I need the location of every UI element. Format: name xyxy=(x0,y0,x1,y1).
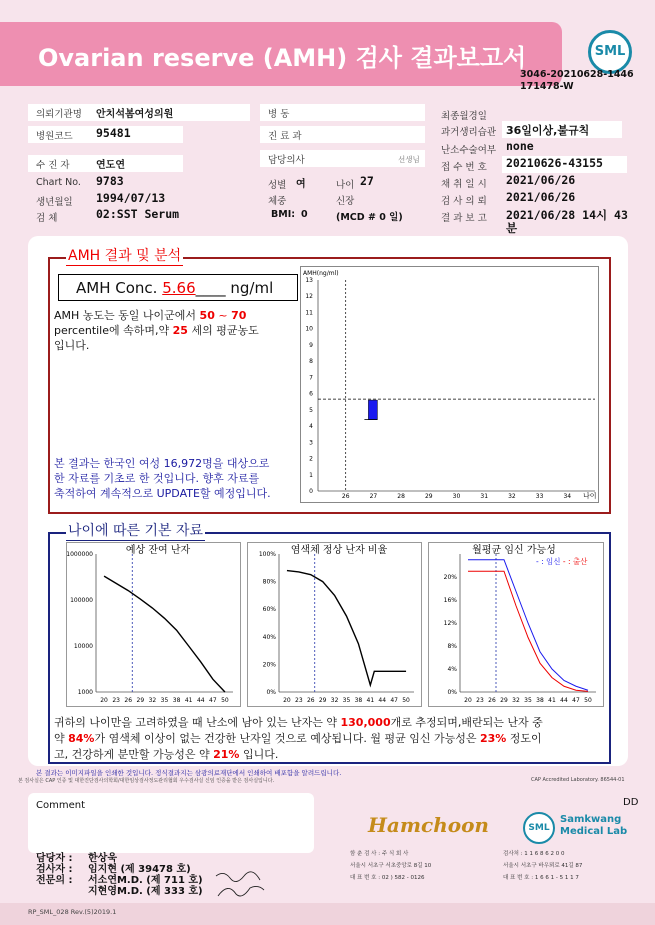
signature-block xyxy=(36,853,203,897)
pregnancy-pct: 23% xyxy=(479,732,507,745)
report-date-value-2: 분 xyxy=(506,221,518,235)
amh-conc-value: 5.66 xyxy=(162,279,196,297)
normal-x-tick-label: 23 xyxy=(295,697,303,704)
samkwang-name: Samkwang Medical Lab xyxy=(560,814,628,837)
normal-x-tick-label: 41 xyxy=(366,697,375,704)
mcd-value: (MCD # 0 일) xyxy=(336,212,403,223)
ward-label: 병 동 xyxy=(268,109,290,120)
last-period-label: 최종월경일 xyxy=(441,111,487,122)
request-label: 검 사 의 뢰 xyxy=(441,196,487,207)
amh-description: AMH 농도는 동일 나이군에서 50 ~ 70 percentile에 속하며,약 25 세의 평균농도 입니다. xyxy=(54,309,259,352)
receipt-value: 20210626-43155 xyxy=(506,156,603,170)
preg-x-tick-label: 50 xyxy=(584,697,592,704)
age-summary: 귀하의 나이만을 고려하였을 때 난소에 남아 있는 난자는 약 130,000개로 추정되며,배란되는 난자 중 약 84%가 염색체 이상이 없는 건강한 난자일 것으로 예상됩니다. 월 평균 임신 가능성은 23% 정도이 고, 건강하게 분만할 가능성은 약 21% 입니다. xyxy=(54,716,543,761)
normal-eggs-pct: 84% xyxy=(68,732,95,745)
percentile-low: 50 xyxy=(199,309,215,322)
pregnancy-chart-title: 월평균 임신 가능성 xyxy=(472,545,556,556)
amh-y-tick-label: 6 xyxy=(309,390,313,398)
examiner-row: 검사자 : 임지현 (제 39478 호) xyxy=(36,864,191,875)
dob-value: 1994/07/13 xyxy=(96,191,166,205)
recipient-label: 수 진 자 xyxy=(36,160,70,171)
dept-label: 진 료 과 xyxy=(268,131,302,142)
amh-y-tick-label: 0 xyxy=(309,488,313,495)
report-date-value: 2021/06/28 14시 43 xyxy=(506,208,628,222)
amh-y-tick-label: 1 xyxy=(309,471,313,479)
eggs-x-tick-label: 35 xyxy=(160,697,169,704)
amh-y-tick-label: 3 xyxy=(309,439,313,447)
eggs-chart-title: 예상 잔여 난자 xyxy=(125,545,191,556)
eggs-y-tick-label: 1000000 xyxy=(66,551,93,558)
doctor-suffix: 선생님 xyxy=(398,155,420,164)
signature-scribble-icon xyxy=(212,866,270,902)
amh-chart-border xyxy=(301,267,599,503)
percentile-high: 70 xyxy=(231,309,247,322)
preg-y-tick-label: 0% xyxy=(447,689,457,696)
collect-label: 채 취 일 시 xyxy=(441,179,487,190)
normal-y-tick-label: 80% xyxy=(262,578,276,586)
amh-y-tick-label: 12 xyxy=(305,293,313,301)
sex-label: 성별 xyxy=(268,180,287,191)
preg-x-tick-label: 44 xyxy=(560,697,568,704)
amh-x-tick-label: 31 xyxy=(480,493,489,500)
amh-y-tick-label: 8 xyxy=(309,358,313,366)
specimen-value: 02:SST Serum xyxy=(96,207,180,221)
amh-x-tick-label: 30 xyxy=(452,493,461,500)
normal-y-tick-label: 20% xyxy=(262,661,276,669)
hospital-code-value: 95481 xyxy=(96,126,131,140)
chart-no-value: 9783 xyxy=(96,174,124,188)
eggs-y-tick-label: 100000 xyxy=(70,597,93,604)
amh-note: 본 결과는 한국인 여성 16,972명을 대상으로 한 자료를 기초로 한 것입니다. 향후 자료를 축적하여 계속적으로 UPDATE할 예정입니다. xyxy=(54,457,271,500)
amh-x-tick-label: 28 xyxy=(397,493,405,500)
sex-value: 여 xyxy=(296,179,306,190)
amh-percentile-bar xyxy=(368,400,377,419)
age-value: 27 xyxy=(360,174,374,188)
normal-x-tick-label: 38 xyxy=(354,697,363,704)
amh-y-tick-label: 13 xyxy=(305,277,313,284)
eggs-x-tick-label: 47 xyxy=(209,697,217,704)
doctor-label: 담당의사 xyxy=(268,155,305,166)
specialist-row-2: 지현영M.D. (제 333 호) xyxy=(88,886,203,897)
preg-x-tick-label: 38 xyxy=(536,697,544,704)
report-title: Ovarian reserve (AMH) 검사 결과보고서 xyxy=(38,44,527,72)
bmi-label: BMI: xyxy=(271,209,296,220)
normal-x-tick-label: 20 xyxy=(283,697,291,704)
preg-y-tick-label: 20% xyxy=(443,574,457,581)
normal-x-tick-label: 32 xyxy=(330,697,339,704)
amh-x-tick-label: 32 xyxy=(508,493,516,500)
fine-print-2: 본 검사실은 CAP 인증 및 대한진단검사의학회/대한임상검사정도관리협회 우수검사실 신임 인증을 받은 검사실입니다. xyxy=(18,778,275,784)
surgery-label: 난소수술여부 xyxy=(441,145,497,156)
normal-eggs-chart-title: 염색체 정상 난자 비율 xyxy=(290,545,388,556)
preg-x-tick-label: 35 xyxy=(524,697,532,704)
normal-eggs-chart xyxy=(247,542,422,707)
age-section-title: 나이에 따른 기본 자료 xyxy=(66,520,205,541)
form-number: RP_SML_028 Rev.(5)2019.1 xyxy=(28,908,117,916)
dob-label: 생년월일 xyxy=(36,197,73,208)
amh-y-tick-label: 9 xyxy=(309,341,313,349)
eggs-x-tick-label: 41 xyxy=(184,697,193,704)
eggs-x-tick-label: 50 xyxy=(221,697,229,704)
eggs-x-tick-label: 20 xyxy=(100,697,108,704)
amh-y-tick-label: 4 xyxy=(309,423,313,431)
hamchoon-info: 함 춘 검 사 : 주 식 회 사 서울시 서초구 서초중앙로 8길 10 대 표 번 호 : 02 ) 582 - 0126 xyxy=(350,851,432,881)
person-row: 담당자 : 한상욱 xyxy=(36,853,117,864)
preg-x-tick-label: 23 xyxy=(476,697,484,704)
specialist-row: 전문의 : 서소연M.D. (제 711 호) xyxy=(36,875,203,886)
normal-x-tick-label: 26 xyxy=(306,697,315,704)
age-label: 나이 xyxy=(336,180,355,191)
request-value: 2021/06/26 xyxy=(506,190,576,204)
eggs-x-tick-label: 29 xyxy=(136,697,145,704)
eggs-y-tick-label: 10000 xyxy=(73,643,93,650)
amh-y-tick-label: 5 xyxy=(309,406,313,414)
preg-x-tick-label: 32 xyxy=(512,697,520,704)
amh-y-tick-label: 7 xyxy=(309,374,313,382)
pregnancy-legend: - : 임신 - : 출산 xyxy=(536,557,588,566)
specimen-label: 검 체 xyxy=(36,213,58,224)
eggs-x-tick-label: 26 xyxy=(124,697,133,704)
sml-logo-icon: SML xyxy=(588,30,632,74)
preg-y-tick-label: 4% xyxy=(447,666,457,673)
normal-y-tick-label: 0% xyxy=(266,689,276,696)
fine-print-1: 본 결과는 이미지파일을 인쇄한 것입니다. 정식결과지는 삼광의료재단에서 인쇄하여 배포함을 알려드립니다. xyxy=(36,769,342,777)
normal-x-tick-label: 35 xyxy=(342,697,351,704)
normal-x-tick-label: 44 xyxy=(378,697,387,704)
report-id: 3046-20210628-1446 171478-W xyxy=(520,69,634,92)
normal-x-tick-label: 47 xyxy=(390,697,398,704)
comment-label: Comment xyxy=(36,800,85,811)
weight-label: 체중 xyxy=(268,196,287,207)
preg-x-tick-label: 47 xyxy=(572,697,580,704)
birth-pct: 21% xyxy=(213,748,240,761)
eggs-y-tick-label: 1000 xyxy=(77,689,93,696)
amh-x-tick-label: 34 xyxy=(563,493,572,500)
height-label: 신장 xyxy=(336,196,355,207)
amh-chart xyxy=(300,266,600,504)
eggs-x-tick-label: 23 xyxy=(112,697,120,704)
amh-x-tick-label: 27 xyxy=(369,493,378,500)
hospital-code-label: 병원코드 xyxy=(36,131,73,142)
normal-x-tick-label: 29 xyxy=(318,697,327,704)
eggs-estimate: 130,000 xyxy=(340,716,391,729)
equivalent-age: 25 xyxy=(172,324,188,337)
amh-chart-xlabel: 나이 xyxy=(583,492,597,500)
preg-x-tick-label: 41 xyxy=(548,697,556,704)
report-date-label: 결 과 보 고 xyxy=(441,213,487,224)
bmi-value: 0 xyxy=(301,209,308,220)
collect-value: 2021/06/26 xyxy=(506,173,576,187)
fine-print-3: CAP Accredited Laboratory. 86544-01 xyxy=(531,777,625,783)
pregnancy-chart xyxy=(428,542,604,707)
preg-x-tick-label: 29 xyxy=(500,697,508,704)
surgery-value: none xyxy=(506,139,534,153)
eggs-chart xyxy=(66,542,241,707)
amh-y-tick-label: 11 xyxy=(305,309,313,317)
amh-x-tick-label: 29 xyxy=(424,493,433,500)
preg-x-tick-label: 26 xyxy=(488,697,496,704)
amh-y-tick-label: 2 xyxy=(309,455,313,463)
hamchoon-logo: Hamchoon xyxy=(368,813,489,837)
institution-value: 안치석봄여성의원 xyxy=(96,109,174,120)
amh-chart-ylabel: AMH(ng/ml) xyxy=(303,270,339,277)
preg-y-tick-label: 16% xyxy=(443,597,457,604)
chart-no-label: Chart No. xyxy=(36,177,81,188)
eggs-x-tick-label: 38 xyxy=(172,697,181,704)
eggs-x-tick-label: 44 xyxy=(196,697,205,704)
preg-x-tick-label: 20 xyxy=(464,697,472,704)
samkwang-logo-icon: SML xyxy=(523,812,555,844)
amh-x-tick-label: 33 xyxy=(535,493,544,500)
cycle-value: 36일이상,불규칙 xyxy=(506,124,590,137)
amh-conc-line: AMH Conc. 5.66____ ng/ml xyxy=(76,279,274,297)
samkwang-info: 검사처 : 1 1 6 8 6 2 0 0 서울시 서초구 바우뫼로 41길 87 대 표 번 호 : 1 6 6 1 - 5 1 1 7 xyxy=(503,851,583,881)
amh-x-tick-label: 26 xyxy=(341,493,350,500)
recipient-value: 연도연 xyxy=(96,160,125,171)
amh-y-tick-label: 10 xyxy=(305,325,313,333)
normal-x-tick-label: 50 xyxy=(402,697,410,704)
normal-y-tick-label: 100% xyxy=(258,551,276,558)
dd-mark: DD xyxy=(623,797,639,808)
normal-y-tick-label: 60% xyxy=(262,606,276,614)
institution-label: 의뢰기관명 xyxy=(36,109,82,120)
cycle-label: 과거생리습관 xyxy=(441,127,497,138)
amh-section-title: AMH 결과 및 분석 xyxy=(66,245,183,266)
eggs-x-tick-label: 32 xyxy=(148,697,157,704)
normal-y-tick-label: 40% xyxy=(262,633,276,641)
receipt-label: 접 수 번 호 xyxy=(441,162,487,173)
preg-y-tick-label: 8% xyxy=(447,643,457,650)
preg-y-tick-label: 12% xyxy=(443,620,457,627)
